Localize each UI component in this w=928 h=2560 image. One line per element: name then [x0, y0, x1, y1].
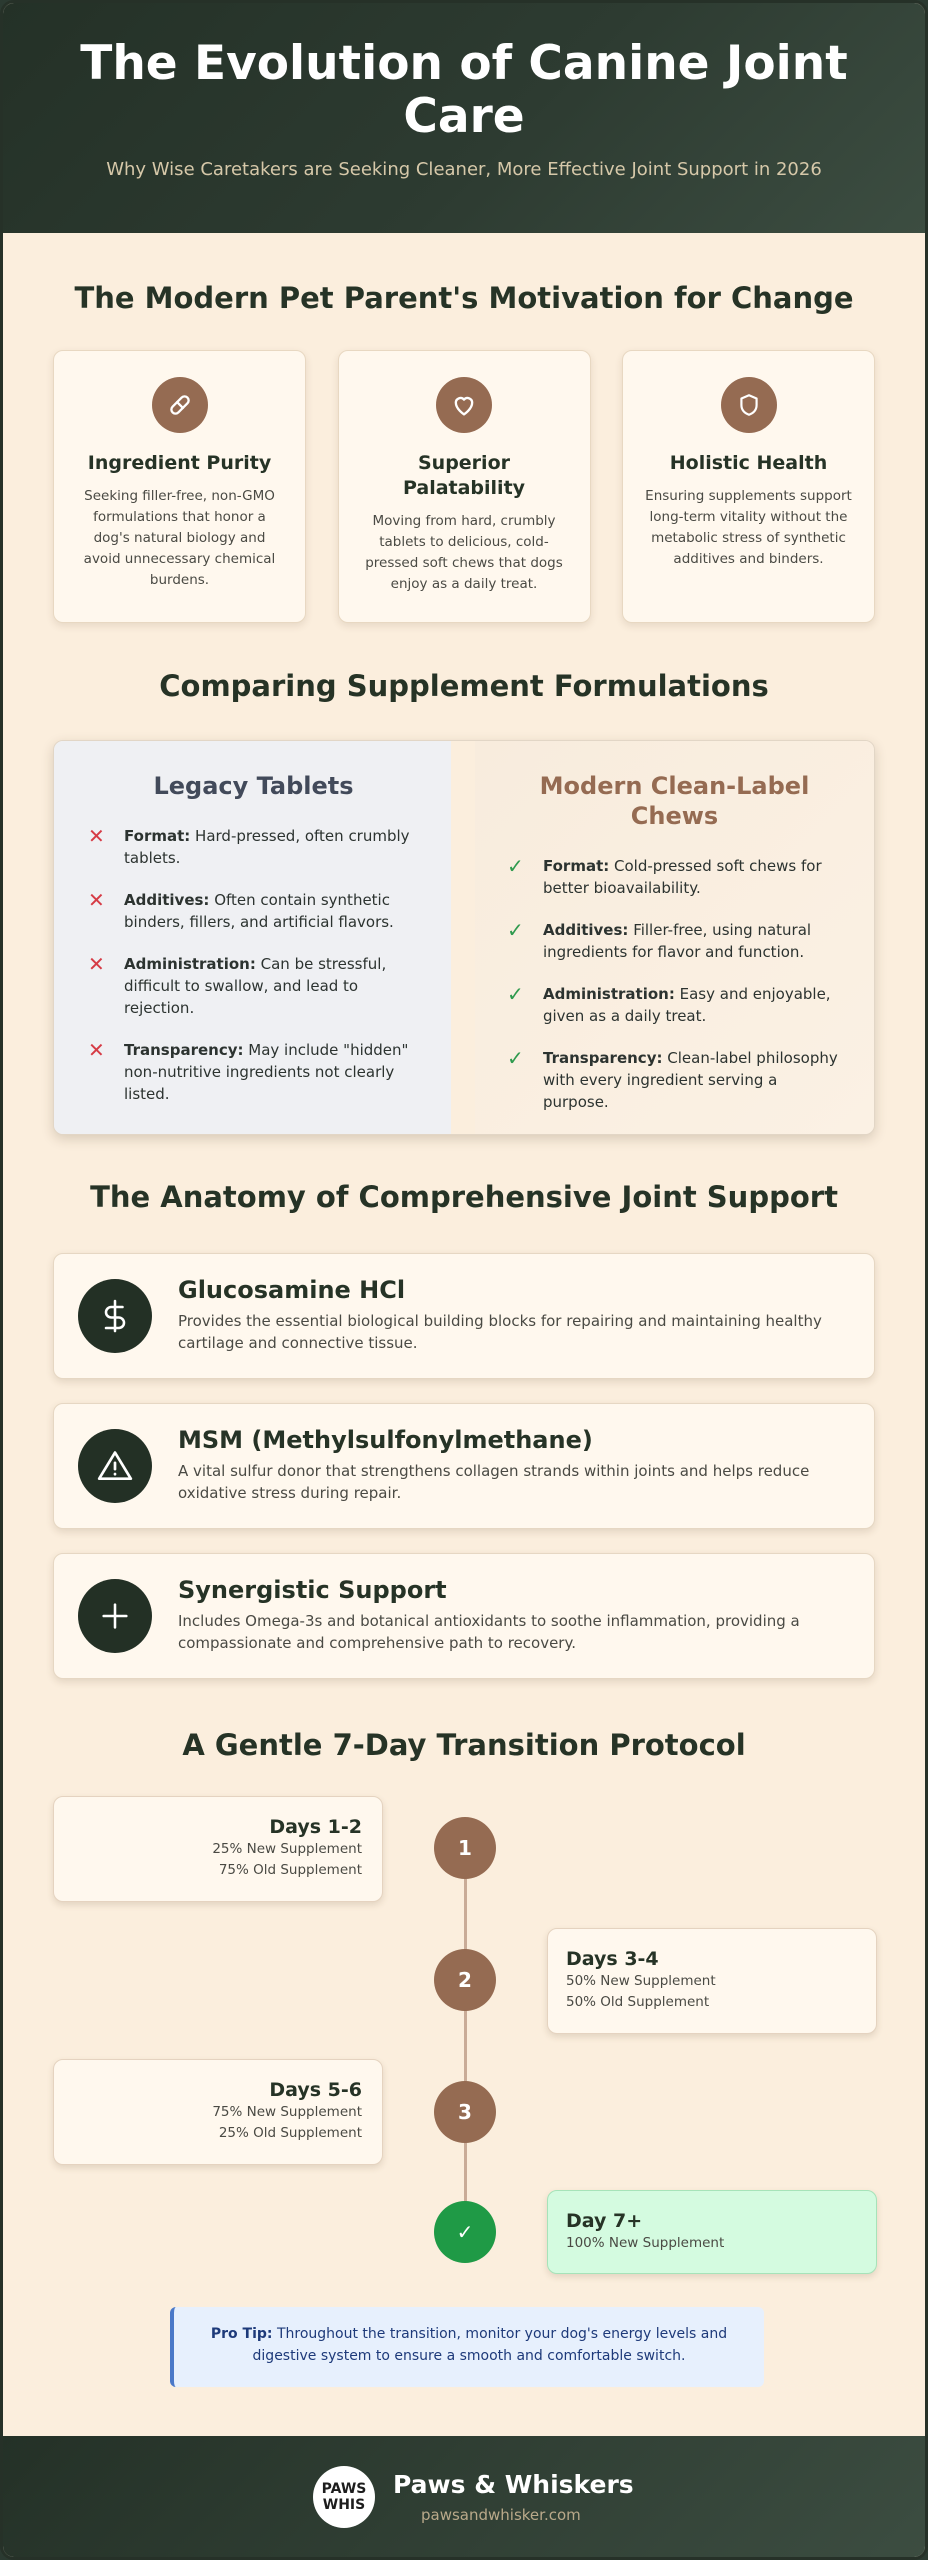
transition-step-final: [547, 2190, 877, 2274]
step-marker: 3: [434, 2081, 496, 2143]
page-title: The Evolution of Canine Joint Care: [80, 36, 848, 144]
brand-logo: [313, 2466, 375, 2528]
cross-icon: ✕: [88, 824, 105, 848]
ingredient-card: [53, 1253, 875, 1379]
legacy-item: [86, 825, 421, 869]
timeline-line: [464, 1848, 467, 2233]
logo-text: PAWS: [321, 2481, 367, 2497]
ingredient-text: A vital sulfur donor that strengthens collagen strands within joints and helps reduce oxidative stress during repair.: [178, 1462, 810, 1502]
step-line: 25% New Supplement: [212, 1841, 362, 1857]
item-label: Administration:: [542, 985, 675, 1003]
ingredient-text: Provides the essential biological building blocks for repairing and maintaining healthy cartilage and connective tissue.: [178, 1312, 822, 1352]
step-title: Days 3-4: [566, 1948, 659, 1970]
comparison-title: Comparing Supplement Formulations: [159, 669, 769, 703]
ingredient-text: Includes Omega-3s and botanical antioxidants to soothe inflammation, providing a compassionate and comprehensive path to recovery.: [178, 1612, 800, 1652]
step-title: Days 5-6: [269, 2079, 362, 2101]
step-marker: 1: [434, 1817, 496, 1879]
item-label: Additives:: [124, 891, 210, 909]
page-subtitle: Why Wise Caretakers are Seeking Cleaner, More Effective Joint Support in 2026: [106, 159, 822, 180]
item-text: Filler-free, using natural ingredients for flavor and function.: [542, 921, 812, 961]
modern-title: Modern Clean-Label Chews: [539, 772, 810, 830]
pill-icon: [152, 377, 208, 433]
pro-tip: [170, 2307, 764, 2387]
transition-step: [547, 1928, 877, 2034]
plus-icon: [78, 1579, 152, 1653]
item-text: Can be stressful, difficult to swallow, and lead to rejection.: [124, 955, 387, 1017]
ingredient-title: Glucosamine HCl: [178, 1276, 406, 1304]
motivation-title: The Modern Pet Parent's Motivation for Change: [74, 281, 854, 315]
dollar-icon: [78, 1279, 152, 1353]
step-line: 50% Old Supplement: [566, 1994, 710, 2010]
item-label: Format:: [542, 857, 610, 875]
item-text: Often contain synthetic binders, fillers, and artificial flavors.: [124, 891, 394, 931]
warning-icon: [78, 1429, 152, 1503]
step-line: 50% New Supplement: [566, 1973, 716, 1989]
heart-icon: [436, 377, 492, 433]
card-title: Superior Palatability: [402, 452, 526, 499]
card-title: Ingredient Purity: [87, 452, 272, 474]
step-title: Days 1-2: [269, 1816, 362, 1838]
legacy-column: [54, 741, 451, 1134]
legacy-item: [86, 1039, 421, 1105]
logo-text: WHIS: [322, 2497, 366, 2513]
motivation-card: [622, 350, 875, 623]
motivation-card: [338, 350, 591, 623]
card-text: Ensuring supplements support long-term vitality without the metabolic stress of synthetic additives and binders.: [645, 488, 852, 567]
item-label: Administration:: [124, 955, 256, 973]
card-text: Seeking filler-free, non-GMO formulations that honor a dog's natural biology and avoid unnecessary chemical burdens.: [83, 488, 276, 588]
legacy-item: [86, 953, 421, 1019]
step-line: 100% New Supplement: [566, 2235, 725, 2251]
anatomy-title: The Anatomy of Comprehensive Joint Support: [90, 1180, 838, 1214]
check-icon: ✓: [506, 918, 524, 942]
legacy-title: Legacy Tablets: [153, 772, 354, 800]
step-line: 75% New Supplement: [212, 2104, 362, 2120]
item-text: May include "hidden" non-nutritive ingredients not clearly listed.: [124, 1041, 409, 1103]
item-label: Transparency:: [542, 1049, 663, 1067]
card-text: Moving from hard, crumbly tablets to delicious, cold-pressed soft chews that dogs enjoy as a daily treat.: [365, 513, 563, 592]
website-link[interactable]: pawsandwhisker.com: [421, 2506, 581, 2524]
comparison-table: [53, 740, 875, 1135]
item-text: Hard-pressed, often crumbly tablets.: [124, 827, 410, 867]
modern-item: [505, 983, 844, 1027]
pro-tip-text: Throughout the transition, monitor your dog's energy levels and digestive system to ensure a smooth and comfortable switch.: [252, 2326, 728, 2364]
step-title: Day 7+: [566, 2210, 643, 2232]
check-icon: ✓: [506, 854, 524, 878]
check-icon: ✓: [506, 982, 524, 1006]
ingredient-title: MSM (Methylsulfonylmethane): [178, 1426, 593, 1454]
modern-item: [505, 919, 844, 963]
transition-step: [53, 2059, 383, 2165]
motivation-cards: [53, 350, 875, 623]
modern-column: [475, 741, 874, 1134]
shield-icon: [721, 377, 777, 433]
item-text: Easy and enjoyable, given as a daily treat.: [542, 985, 831, 1025]
footer: [3, 2436, 925, 2560]
check-icon: ✓: [434, 2201, 496, 2263]
item-label: Additives:: [542, 921, 629, 939]
modern-item: [505, 855, 844, 899]
ingredient-card: [53, 1553, 875, 1679]
motivation-card: [53, 350, 306, 623]
ingredient-card: [53, 1403, 875, 1529]
step-line: 25% Old Supplement: [218, 2125, 362, 2141]
step-line: 75% Old Supplement: [218, 1862, 362, 1878]
cross-icon: ✕: [88, 888, 105, 912]
cross-icon: ✕: [88, 952, 105, 976]
legacy-item: [86, 889, 421, 933]
step-marker: 2: [434, 1949, 496, 2011]
item-text: Cold-pressed soft chews for better bioavailability.: [542, 857, 822, 897]
brand-name: Paws & Whiskers: [393, 2470, 634, 2499]
header: [3, 3, 925, 233]
card-title: Holistic Health: [669, 452, 828, 474]
transition-title: A Gentle 7-Day Transition Protocol: [182, 1728, 746, 1762]
item-label: Transparency:: [124, 1041, 244, 1059]
cross-icon: ✕: [88, 1038, 105, 1062]
item-label: Format:: [124, 827, 191, 845]
modern-item: [505, 1047, 844, 1113]
column-divider: [451, 741, 475, 1134]
check-icon: ✓: [506, 1046, 524, 1070]
item-text: Clean-label philosophy with every ingredient serving a purpose.: [542, 1049, 838, 1111]
pro-tip-label: Pro Tip:: [210, 2326, 273, 2342]
transition-step: [53, 1796, 383, 1902]
ingredient-title: Synergistic Support: [178, 1576, 447, 1604]
